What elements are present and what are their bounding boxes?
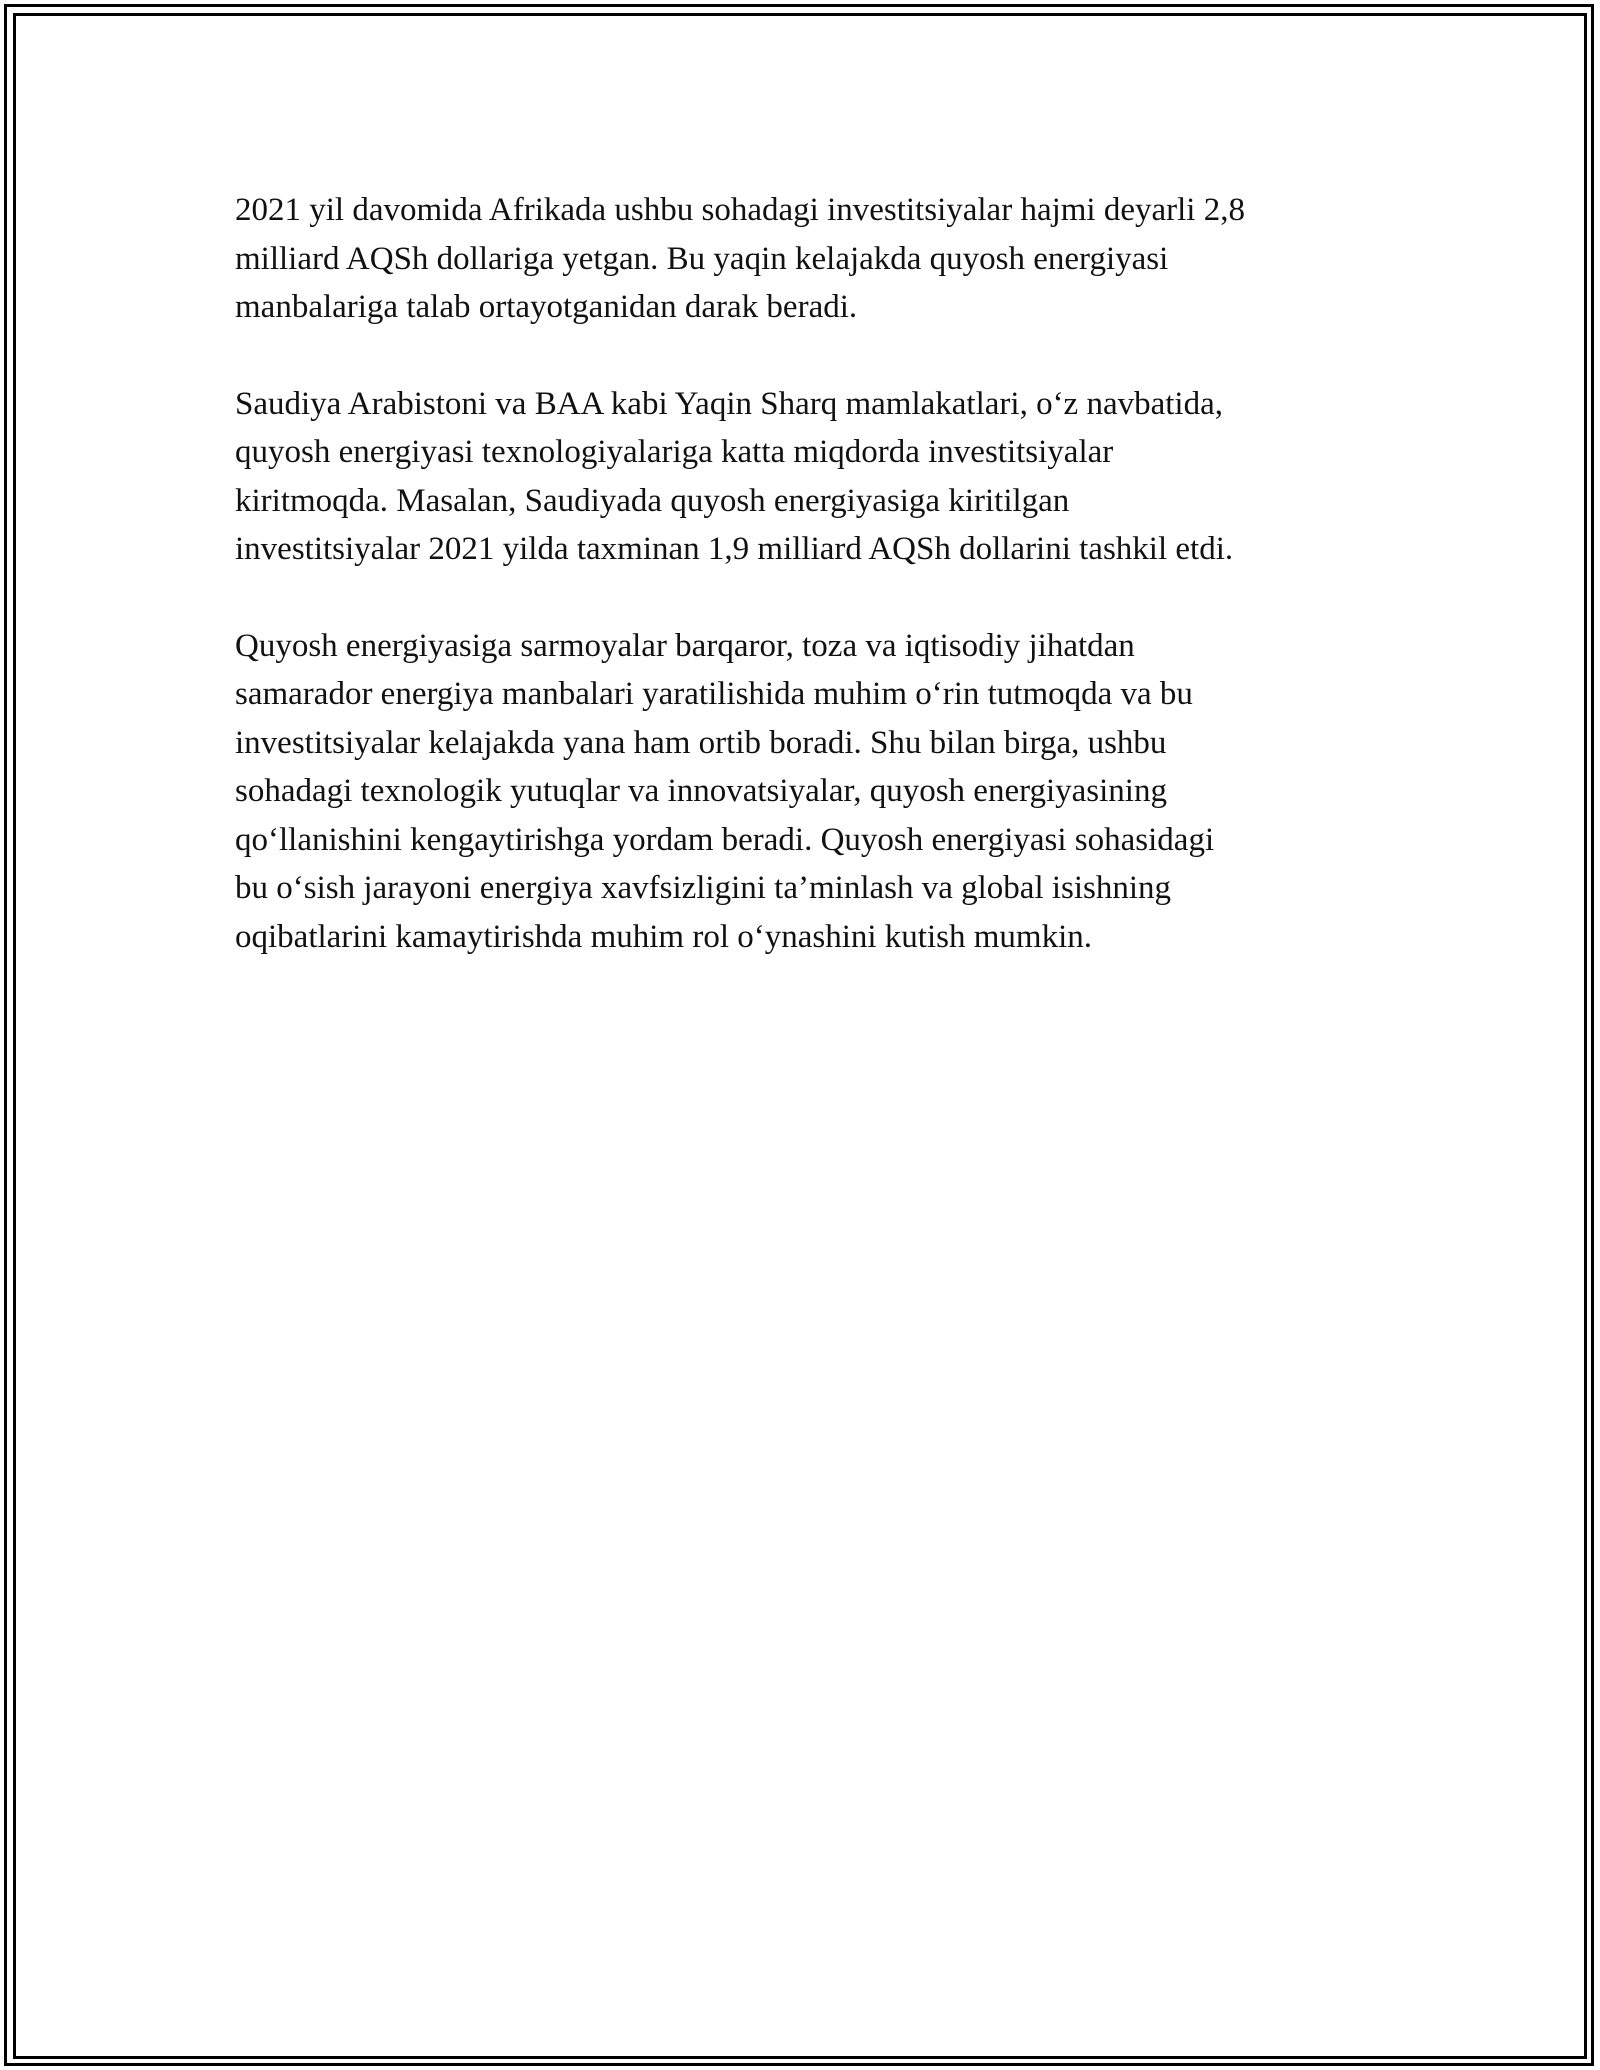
text-line: milliard AQSh dollariga yetgan. Bu yaqin kelajakda quyosh energiyasi (235, 240, 1169, 277)
text-line: Saudiya Arabistoni va BAA kabi Yaqin Sharq mamlakatlari, o‘z navbatida, (235, 385, 1223, 422)
text-line: kiritmoqda. Masalan, Saudiyada quyosh energiyasiga kiritilgan (235, 482, 1070, 519)
text-line: sohadagi texnologik yutuqlar va innovatsiyalar, quyosh energiyasining (235, 773, 1167, 809)
text-line: bu o‘sish jarayoni energiya xavfsizligini ta’minlash va global isishning (235, 870, 1172, 906)
text-line: samarador energiya manbalari yaratilishida muhim o‘rin tutmoqda va bu (235, 676, 1193, 712)
document-body (235, 186, 1365, 1009)
text-line: manbalariga talab ortayotganidan darak beradi. (235, 289, 858, 325)
paragraph-1 (235, 186, 1365, 332)
text-line: qo‘llanishini kengaytirishga yordam beradi. Quyosh energiyasi sohasidagi (235, 821, 1215, 858)
text-line: Quyosh energiyasiga sarmoyalar barqaror, toza va iqtisodiy jihatdan (235, 627, 1135, 664)
text-line: oqibatlarini kamaytirishda muhim rol o‘ynashini kutish mumkin. (235, 918, 1092, 955)
text-line: quyosh energiyasi texnologiyalariga katta miqdorda investitsiyalar (235, 434, 1114, 470)
paragraph-2 (235, 380, 1365, 574)
text-line: 2021 yil davomida Afrikada ushbu sohadagi investitsiyalar hajmi deyarli 2,8 (235, 192, 1245, 228)
text-line: investitsiyalar kelajakda yana ham ortib boradi. Shu bilan birga, ushbu (235, 724, 1167, 761)
text-line: investitsiyalar 2021 yilda taxminan 1,9 milliard AQSh dollarini tashkil etdi. (235, 531, 1234, 567)
paragraph-3 (235, 622, 1365, 962)
